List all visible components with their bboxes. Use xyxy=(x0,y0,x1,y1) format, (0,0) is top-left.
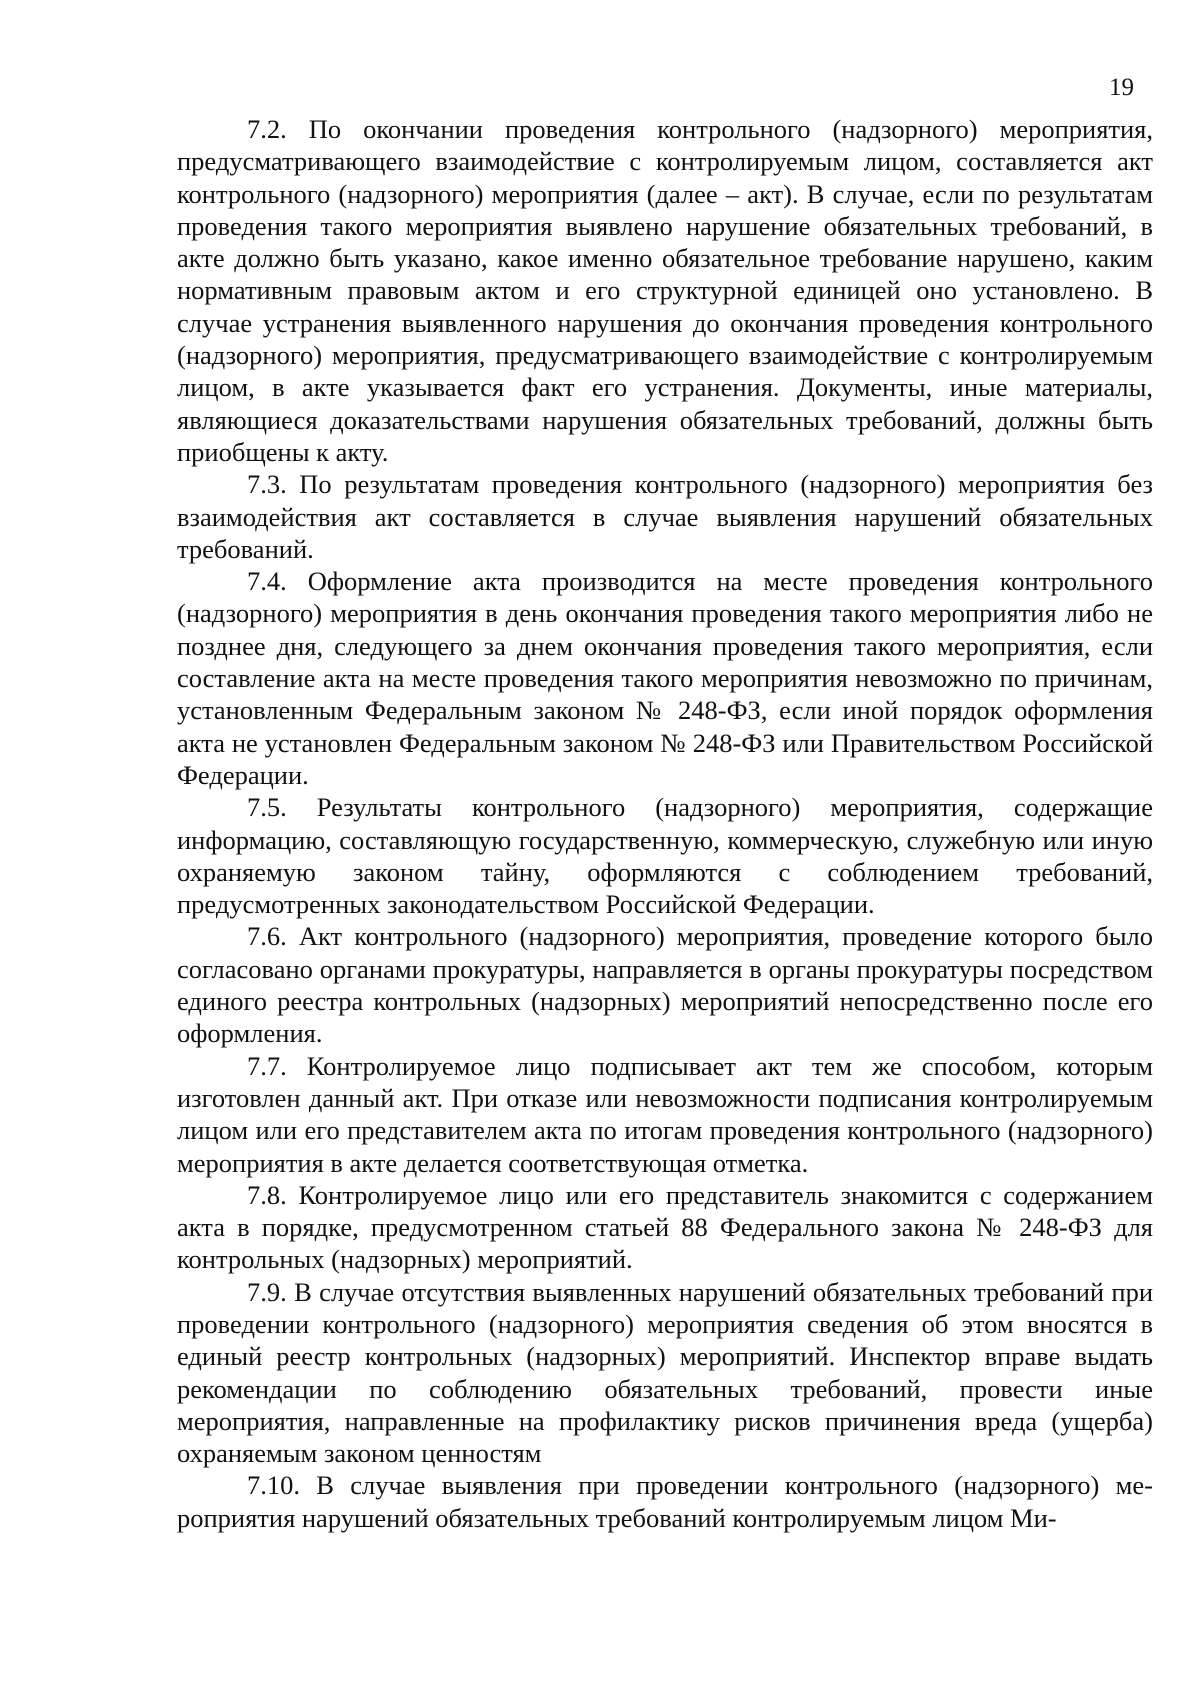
paragraph-7-6: 7.6. Акт контрольного (надзорного) мероприятия, проведение которого было согласовано органами прокуратуры, направляется в органы прокуратуры посредством единого реестра контрольных (надзорных) мероприятий непосредственно после его оформления. xyxy=(177,921,1153,1049)
document-body xyxy=(177,113,1153,1534)
paragraph-7-10: 7.10. В случае выявления при проведении контрольного (надзорного) мероприятия нарушений обязательных требований контролируемым лицом Ми- xyxy=(177,1470,1153,1533)
paragraph-7-9: 7.9. В случае отсутствия выявленных нарушений обязательных требований при проведении контрольного (надзорного) мероприятия сведения об этом вносятся в единый реестр контрольных (надзорных) мероприятий. Инспектор вправе выдать рекомендации по соблюдению обязательных требований, провести иные мероприятия, направленные на профилактику рисков причинения вреда (ущерба) охраняемым законом ценностям xyxy=(177,1276,1153,1469)
paragraph-7-4: 7.4. Оформление акта производится на месте проведения контрольного (надзорного) мероприятия в день окончания проведения такого мероприятия либо не позднее дня, следующего за днем окончания проведения такого мероприятия, если составление акта на месте проведения такого мероприятия невозможно по причинам, установленным Федеральным законом № 248-ФЗ, если иной порядок оформления акта не установлен Федеральным законом № 248-ФЗ или Правительством Российской Федерации. xyxy=(177,566,1153,790)
paragraph-7-5: 7.5. Результаты контрольного (надзорного) мероприятия, содержащие информацию, составляющую государственную, коммерческую, служебную или иную охраняемую законом тайну, оформляются с соблюдением требований, предусмотренных законодательством Российской Федерации. xyxy=(177,792,1153,920)
paragraph-7-8: 7.8. Контролируемое лицо или его представитель знакомится с содержанием акта в порядке, предусмотренном статьей 88 Федерального закона № 248-ФЗ для контрольных (надзорных) мероприятий. xyxy=(177,1179,1153,1275)
paragraph-7-2: 7.2. По окончании проведения контрольного (надзорного) мероприятия, предусматривающего взаимодействие с контролируемым лицом, составляется акт контрольного (надзорного) мероприятия (далее – акт). В случае, если по результатам проведения такого мероприятия выявлено нарушение обязательных требований, в акте должно быть указано, какое именно обязательное требование нарушено, каким нормативным правовым актом и его структурной единицей оно установлено. В случае устранения выявленного нарушения до окончания проведения контрольного (надзорного) мероприятия, предусматривающего взаимодействие с контролируемым лицом, в акте указывается факт его устранения. Документы, иные материалы, являющиеся доказательствами нарушения обязательных требований, должны быть приобщены к акту. xyxy=(177,114,1153,467)
paragraph-7-7: 7.7. Контролируемое лицо подписывает акт тем же способом, которым изготовлен данный акт. При отказе или невозможности подписания контролируемым лицом или его представителем акта по итогам проведения контрольного (надзорного) мероприятия в акте делается соответствующая отметка. xyxy=(177,1050,1153,1178)
paragraph-7-3: 7.3. По результатам проведения контрольного (надзорного) мероприятия без взаимодействия акт составляется в случае выявления нарушений обязательных требований. xyxy=(177,469,1153,564)
page-number: 19 xyxy=(1109,74,1134,101)
